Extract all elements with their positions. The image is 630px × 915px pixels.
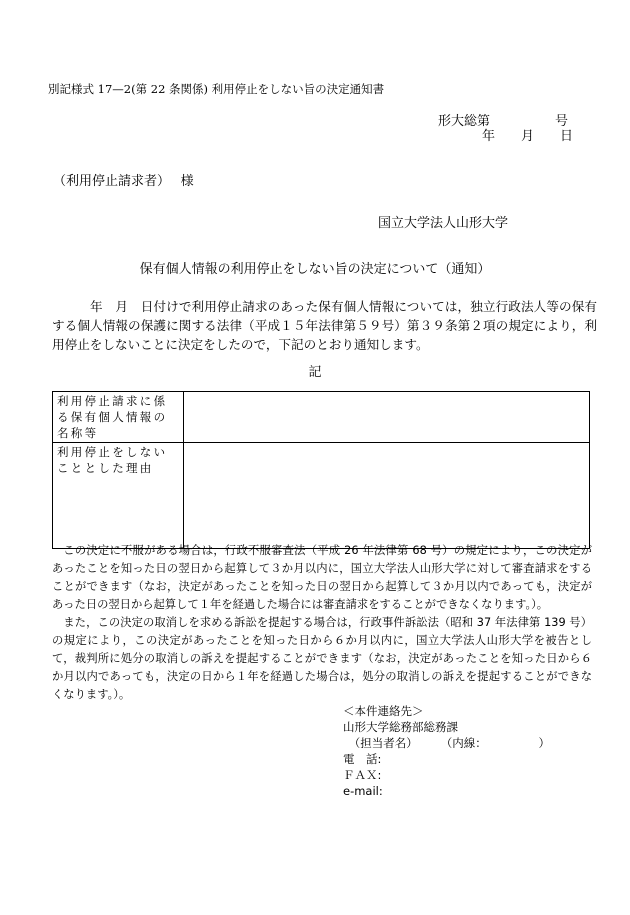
table-row — [53, 443, 590, 549]
info-name-value — [184, 392, 590, 443]
reason-label: 利用停止をしないこととした理由 — [53, 443, 184, 549]
notice-review-request: この決定に不服がある場合は，行政不服審査法（平成 26 年法律第 68 号）の規定により，この決定があったことを知った日の翌日から起算して３か月以内に，国立大学法人山形大学に対して審査請求をすることができます（なお，決定があったことを知った日の翌日から起算して３か月以内であっても，決定があった日の翌日から起算して１年を経過した場合には審査請求をすることができなくなります。）。 — [52, 544, 592, 611]
form-title: 別記様式 17—2(第 22 条関係) 利用停止をしない旨の決定通知書 — [48, 82, 385, 96]
contact-person: （担当者名） （内線： ） — [343, 736, 550, 750]
contact-email: e-mail: — [343, 784, 383, 798]
detail-table — [52, 391, 590, 549]
reason-value — [184, 443, 590, 549]
addressee: （利用停止請求者） 様 — [53, 174, 194, 189]
issuer-name: 国立大学法人山形大学 — [378, 216, 509, 231]
ki-heading: 記 — [308, 365, 322, 380]
document-date: 年 月 日 — [482, 129, 574, 144]
contact-phone: 電 話: — [343, 752, 382, 766]
appeal-notice — [52, 542, 592, 704]
body-text: 年 月 日付けで利用停止請求のあった保有個人情報については，独立行政法人等の保有する個人情報の保護に関する法律（平成１５年法律第５９号）第３９条第２項の規定により，利用停止をしないことに決定をしたので，下記のとおり通知します。 — [52, 299, 597, 352]
document-number: 形大総第 号 — [438, 114, 569, 129]
table-row — [53, 392, 590, 443]
contact-block — [343, 703, 550, 799]
info-name-label: 利用停止請求に係る保有個人情報の名称等 — [53, 392, 184, 443]
contact-department: 山形大学総務部総務課 — [343, 720, 458, 734]
notice-litigation: また，この決定の取消しを求める訴訟を提起する場合は，行政事件訴訟法（昭和 37 年法律第 139 号）の規定により，この決定があったことを知った日から６か月以内に，国立大学法人山形大学を被告として，裁判所に処分の取消しの訴えを提起することができます（なお，決定があったことを知った日から６か月以内であっても，決定の日から１年を経過した場合は，処分の取消しの訴えを提起することができなくなります。）。 — [52, 616, 592, 701]
contact-heading: ＜本件連絡先＞ — [343, 704, 424, 718]
document-subject: 保有個人情報の利用停止をしない旨の決定について（通知） — [139, 262, 491, 277]
contact-fax: ＦＡＸ: — [343, 768, 382, 782]
